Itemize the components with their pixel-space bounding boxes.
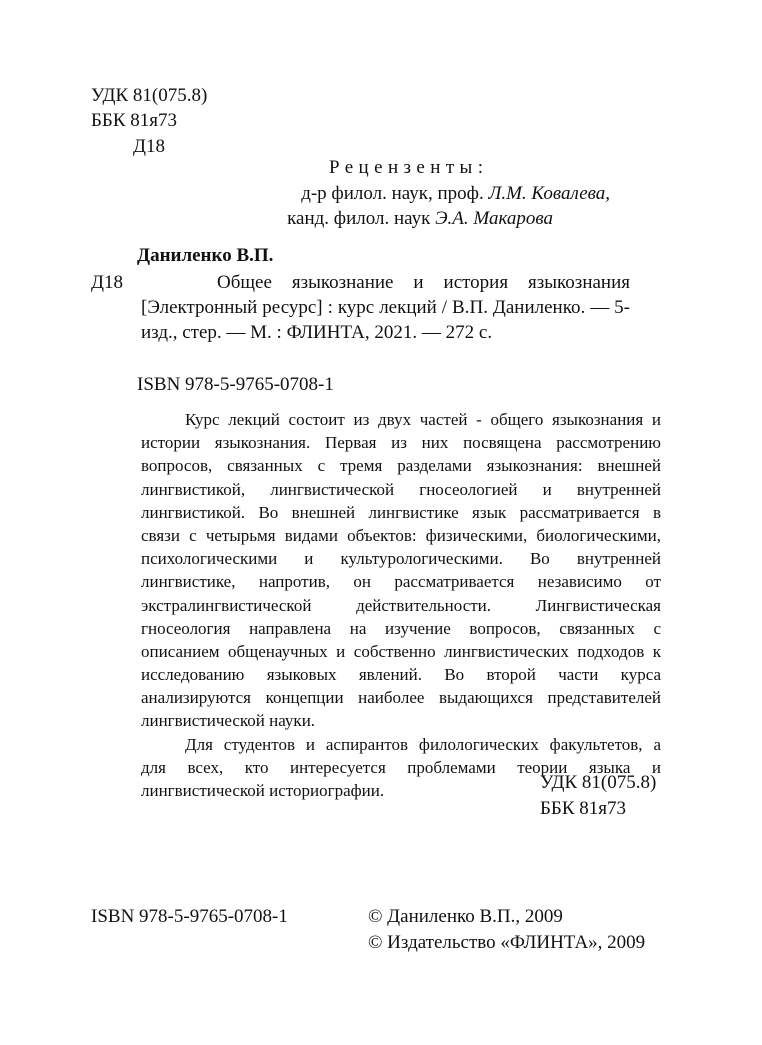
description-line: изд., стер. — М. : ФЛИНТА, 2021. — 272 с. [141,322,493,343]
annotation-line: лингвистической науки. [141,711,316,731]
annotation-line: психологическими и культурологическими. Во внутренней [141,549,661,569]
reviewer-credentials: д-р филол. наук, проф. [301,183,489,204]
annotation-line: лингвистике, напротив, он рассматривается независимо от [141,572,661,592]
annotation-line: описанием общенаучных и собственно лингвистических подходов к [141,641,661,661]
reviewers-heading: Рецензенты: [329,157,489,178]
udk-code: УДК 81(075.8) [91,85,208,106]
annotation-line: анализируются концепции наиболее выдающихся представителей [141,688,661,708]
annotation-line: Курс лекций состоит из двух частей - общего языкознания и [185,410,661,429]
annotation-line: лингвистической историографии. [141,781,385,800]
reviewer-name: Л.М. Ковалева, [488,183,610,204]
isbn: ISBN 978-5-9765-0708-1 [137,374,334,395]
reviewer-credentials: канд. филол. наук [287,208,436,229]
annotation-line: связи с четырьмя видами объектов: физическими, биологическими, [141,525,661,545]
copyright-publisher: © Издательство «ФЛИНТА», 2009 [368,932,646,953]
copyright-author: © Даниленко В.П., 2009 [368,906,563,927]
annotation-line: истории языкознания. Первая из них посвящена рассмотрению [141,433,661,453]
description-line: Общее языкознание и история языкознания [217,272,630,293]
reviewer-line [287,206,553,231]
udk-code-bottom: УДК 81(075.8) [540,772,657,793]
annotation-line: вопросов, связанных с тремя разделами языкознания: внешней [141,456,661,476]
annotation-line: лингвистикой. Во внешней лингвистике язык рассматривается в [141,502,661,522]
annotation-line: экстралингвистической действительности. Лингвистическая [141,595,661,615]
bbk-code: ББК 81я73 [91,110,177,131]
author-heading: Даниленко В.П. [137,245,274,266]
annotation-line: Для студентов и аспирантов филологических факультетов, а [185,734,661,754]
author-sign-code: Д18 [133,136,165,157]
annotation [141,408,661,802]
entry-sign-code: Д18 [91,272,123,293]
annotation-line: гносеология направлена на изучение вопросов, связанных с [141,618,661,638]
isbn-bottom: ISBN 978-5-9765-0708-1 [91,906,288,927]
reviewer-name: Э.А. Макарова [435,208,553,229]
annotation-line: для всех, кто интересуется проблемами теории языка и [141,757,661,777]
reviewer-line [301,181,610,206]
annotation-line: лингвистикой, лингвистической гносеологией и внутренней [141,479,661,499]
annotation-line: исследованию языковых явлений. Во второй части курса [141,665,661,685]
bbk-code-bottom: ББК 81я73 [540,798,626,819]
bibliographic-description [141,270,630,345]
description-line: [Электронный ресурс] : курс лекций / В.П. Даниленко. — 5- [141,297,630,318]
